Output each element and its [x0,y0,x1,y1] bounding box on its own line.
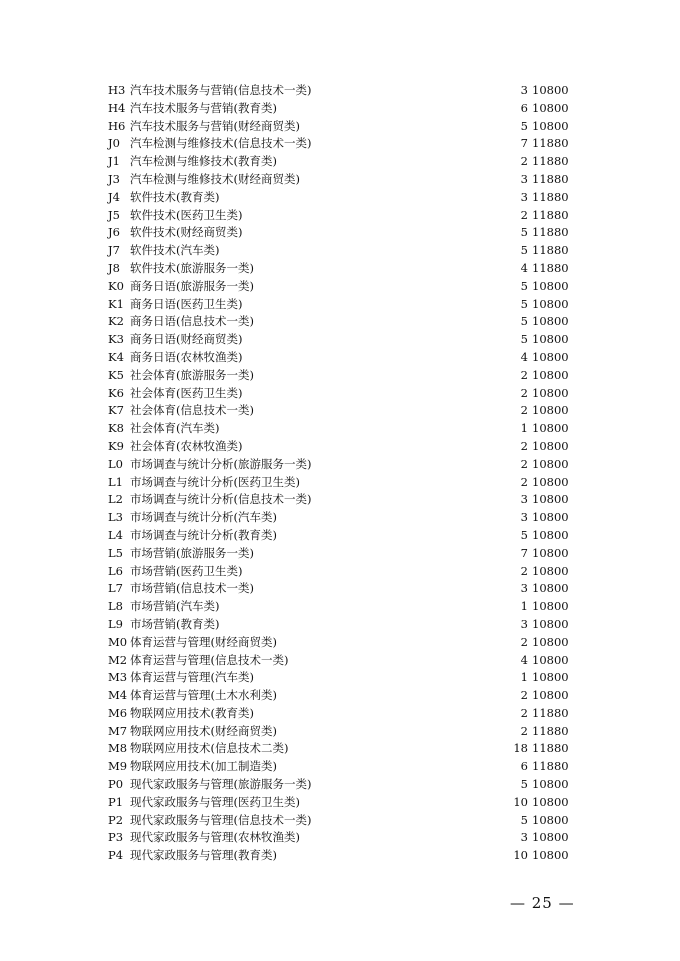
page-number: — 25 — [510,894,575,912]
list-item [108,598,578,616]
major-code: L5 [108,545,123,560]
major-code: L1 [108,474,123,489]
major-list [108,82,578,865]
major-code: K5 [108,367,124,382]
list-item [108,385,578,403]
tuition-fee: 10800 [532,545,569,560]
major-code: K2 [108,314,124,329]
major-name: 商务日语(医药卫生类) [130,296,243,311]
major-code: L7 [108,581,123,596]
enrollment-count: 3 [520,616,528,631]
tuition-fee: 10800 [532,634,569,649]
list-item [108,82,578,100]
major-code: L2 [108,492,123,507]
list-item [108,580,578,598]
list-item [108,794,578,812]
major-code: L0 [108,456,123,471]
list-item [108,829,578,847]
major-code: K7 [108,403,124,418]
major-name: 市场营销(教育类) [130,616,220,631]
tuition-fee: 10800 [532,474,569,489]
tuition-fee: 11880 [532,171,569,186]
list-item [108,705,578,723]
major-code: J7 [108,243,120,258]
list-item [108,652,578,670]
list-item [108,331,578,349]
list-item [108,669,578,687]
enrollment-count: 2 [520,207,528,222]
major-code: M8 [108,741,128,756]
list-item [108,153,578,171]
tuition-fee: 10800 [532,314,569,329]
list-item [108,545,578,563]
tuition-fee: 10800 [532,118,569,133]
tuition-fee: 10800 [532,652,569,667]
tuition-fee: 10800 [532,510,569,525]
major-code: K3 [108,332,124,347]
major-name: 汽车技术服务与营销(教育类) [130,100,277,115]
list-item [108,776,578,794]
enrollment-count: 2 [520,705,528,720]
major-name: 市场调查与统计分析(教育类) [130,527,277,542]
major-code: M0 [108,634,128,649]
major-code: H3 [108,83,126,97]
major-name: 现代家政服务与管理(农林牧渔类) [130,830,300,845]
enrollment-count: 7 [520,136,528,151]
major-name: 市场调查与统计分析(汽车类) [130,510,277,525]
list-item [108,278,578,296]
tuition-fee: 11880 [532,723,569,738]
list-item [108,634,578,652]
tuition-fee: 11880 [532,207,569,222]
tuition-fee: 11880 [532,705,569,720]
list-item [108,207,578,225]
enrollment-count: 5 [520,314,528,329]
list-item [108,812,578,830]
major-name: 社会体育(医药卫生类) [130,385,243,400]
list-item [108,171,578,189]
enrollment-count: 18 [513,741,528,756]
tuition-fee: 10800 [532,670,569,685]
major-name: 社会体育(汽车类) [130,421,220,436]
major-code: H4 [108,100,126,115]
list-item [108,509,578,527]
tuition-fee: 10800 [532,563,569,578]
tuition-fee: 11880 [532,154,569,169]
major-code: K9 [108,438,124,453]
enrollment-count: 4 [520,349,528,364]
major-code: K6 [108,385,124,400]
enrollment-count: 10 [513,794,528,809]
enrollment-count: 10 [513,848,528,863]
list-item [108,563,578,581]
enrollment-count: 3 [520,171,528,186]
major-name: 软件技术(教育类) [130,189,220,204]
major-name: 市场营销(信息技术一类) [130,581,254,596]
tuition-fee: 10800 [532,421,569,436]
major-code: M2 [108,652,128,667]
major-code: L6 [108,563,123,578]
tuition-fee: 10800 [532,599,569,614]
enrollment-count: 3 [520,189,528,204]
tuition-fee: 10800 [532,830,569,845]
enrollment-count: 2 [520,367,528,382]
enrollment-count: 2 [520,634,528,649]
major-code: M9 [108,759,128,774]
major-code: P1 [108,794,124,809]
enrollment-count: 5 [520,225,528,240]
tuition-fee: 10800 [532,492,569,507]
major-name: 社会体育(旅游服务一类) [130,367,254,382]
major-name: 现代家政服务与管理(旅游服务一类) [130,777,312,792]
major-name: 软件技术(旅游服务一类) [130,260,254,275]
enrollment-count: 5 [520,278,528,293]
major-code: P4 [108,848,124,863]
major-code: K4 [108,349,124,364]
major-name: 社会体育(信息技术一类) [130,403,254,418]
tuition-fee: 10800 [532,794,569,809]
enrollment-count: 2 [520,474,528,489]
enrollment-count: 2 [520,385,528,400]
list-item [108,242,578,260]
enrollment-count: 3 [520,83,528,97]
tuition-fee: 10800 [532,456,569,471]
tuition-fee: 11880 [532,136,569,151]
major-name: 物联网应用技术(信息技术二类) [130,741,289,756]
list-item [108,367,578,385]
tuition-fee: 10800 [532,438,569,453]
tuition-fee: 10800 [532,777,569,792]
enrollment-count: 3 [520,492,528,507]
major-name: 社会体育(农林牧渔类) [130,438,243,453]
list-item [108,616,578,634]
list-item [108,420,578,438]
major-code: J6 [108,225,120,240]
major-name: 现代家政服务与管理(医药卫生类) [130,794,300,809]
major-code: P0 [108,777,124,792]
list-item [108,224,578,242]
major-name: 市场营销(医药卫生类) [130,563,243,578]
tuition-fee: 10800 [532,83,569,97]
major-name: 物联网应用技术(加工制造类) [130,759,277,774]
major-code: K1 [108,296,124,311]
list-item [108,456,578,474]
list-item [108,758,578,776]
major-code: L9 [108,616,123,631]
major-name: 市场营销(汽车类) [130,599,220,614]
major-name: 体育运营与管理(汽车类) [130,670,254,685]
major-name: 汽车技术服务与营销(财经商贸类) [130,118,300,133]
major-name: 物联网应用技术(财经商贸类) [130,723,277,738]
tuition-fee: 10800 [532,812,569,827]
major-code: H6 [108,118,126,133]
major-code: K8 [108,421,124,436]
tuition-fee: 10800 [532,278,569,293]
enrollment-count: 5 [520,812,528,827]
enrollment-count: 2 [520,154,528,169]
enrollment-count: 2 [520,563,528,578]
enrollment-count: 3 [520,830,528,845]
major-name: 软件技术(财经商贸类) [130,225,243,240]
list-item [108,313,578,331]
list-item [108,438,578,456]
major-name: 软件技术(医药卫生类) [130,207,243,222]
tuition-fee: 11880 [532,243,569,258]
major-name: 商务日语(财经商贸类) [130,332,243,347]
list-item [108,723,578,741]
enrollment-count: 6 [520,100,528,115]
major-name: 汽车检测与维修技术(财经商贸类) [130,171,300,186]
list-item [108,260,578,278]
major-code: L3 [108,510,123,525]
tuition-fee: 10800 [532,332,569,347]
major-name: 体育运营与管理(信息技术一类) [130,652,289,667]
major-name: 市场调查与统计分析(信息技术一类) [130,492,312,507]
major-code: J0 [108,136,120,151]
major-code: J8 [108,260,120,275]
tuition-fee: 11880 [532,189,569,204]
enrollment-count: 2 [520,438,528,453]
list-item [108,740,578,758]
tuition-fee: 10800 [532,688,569,703]
list-item [108,402,578,420]
enrollment-count: 1 [520,670,528,685]
major-name: 体育运营与管理(财经商贸类) [130,634,277,649]
major-code: J1 [108,154,120,169]
enrollment-count: 7 [520,545,528,560]
major-code: M4 [108,688,128,703]
major-code: P2 [108,812,124,827]
tuition-fee: 11880 [532,759,569,774]
tuition-fee: 10800 [532,349,569,364]
major-code: L4 [108,527,123,542]
enrollment-count: 2 [520,403,528,418]
list-item [108,474,578,492]
tuition-fee: 10800 [532,367,569,382]
major-name: 商务日语(农林牧渔类) [130,349,243,364]
enrollment-count: 2 [520,456,528,471]
list-item [108,847,578,865]
major-name: 现代家政服务与管理(教育类) [130,848,277,863]
enrollment-count: 2 [520,723,528,738]
major-code: J4 [108,189,120,204]
major-name: 现代家政服务与管理(信息技术一类) [130,812,312,827]
enrollment-count: 2 [520,688,528,703]
major-name: 汽车检测与维修技术(信息技术一类) [130,136,312,151]
tuition-fee: 10800 [532,403,569,418]
major-name: 市场调查与统计分析(医药卫生类) [130,474,300,489]
tuition-fee: 11880 [532,741,569,756]
major-name: 商务日语(旅游服务一类) [130,278,254,293]
major-code: J5 [108,207,120,222]
tuition-fee: 11880 [532,225,569,240]
major-name: 商务日语(信息技术一类) [130,314,254,329]
major-name: 软件技术(汽车类) [130,243,220,258]
enrollment-count: 6 [520,759,528,774]
enrollment-count: 1 [520,421,528,436]
list-item [108,687,578,705]
enrollment-count: 5 [520,527,528,542]
major-code: K0 [108,278,124,293]
tuition-fee: 10800 [532,848,569,863]
list-item [108,135,578,153]
major-code: M3 [108,670,128,685]
list-item [108,118,578,136]
enrollment-count: 3 [520,510,528,525]
major-name: 汽车技术服务与营销(信息技术一类) [130,83,312,97]
major-code: L8 [108,599,123,614]
major-name: 汽车检测与维修技术(教育类) [130,154,277,169]
list-item [108,189,578,207]
tuition-fee: 10800 [532,616,569,631]
enrollment-count: 3 [520,581,528,596]
major-name: 物联网应用技术(教育类) [130,705,254,720]
list-item [108,100,578,118]
list-item [108,491,578,509]
enrollment-count: 4 [520,652,528,667]
enrollment-count: 5 [520,243,528,258]
tuition-fee: 11880 [532,260,569,275]
enrollment-count: 5 [520,777,528,792]
major-code: P3 [108,830,124,845]
tuition-fee: 10800 [532,527,569,542]
enrollment-count: 1 [520,599,528,614]
major-code: M7 [108,723,128,738]
enrollment-count: 5 [520,296,528,311]
enrollment-count: 5 [520,118,528,133]
enrollment-count: 4 [520,260,528,275]
tuition-fee: 10800 [532,581,569,596]
tuition-fee: 10800 [532,296,569,311]
major-code: M6 [108,705,128,720]
major-name: 市场营销(旅游服务一类) [130,545,254,560]
tuition-fee: 10800 [532,100,569,115]
major-code: J3 [108,171,120,186]
enrollment-count: 5 [520,332,528,347]
list-item [108,296,578,314]
list-item [108,527,578,545]
list-item [108,349,578,367]
major-name: 体育运营与管理(土木水利类) [130,688,277,703]
tuition-fee: 10800 [532,385,569,400]
major-name: 市场调查与统计分析(旅游服务一类) [130,456,312,471]
